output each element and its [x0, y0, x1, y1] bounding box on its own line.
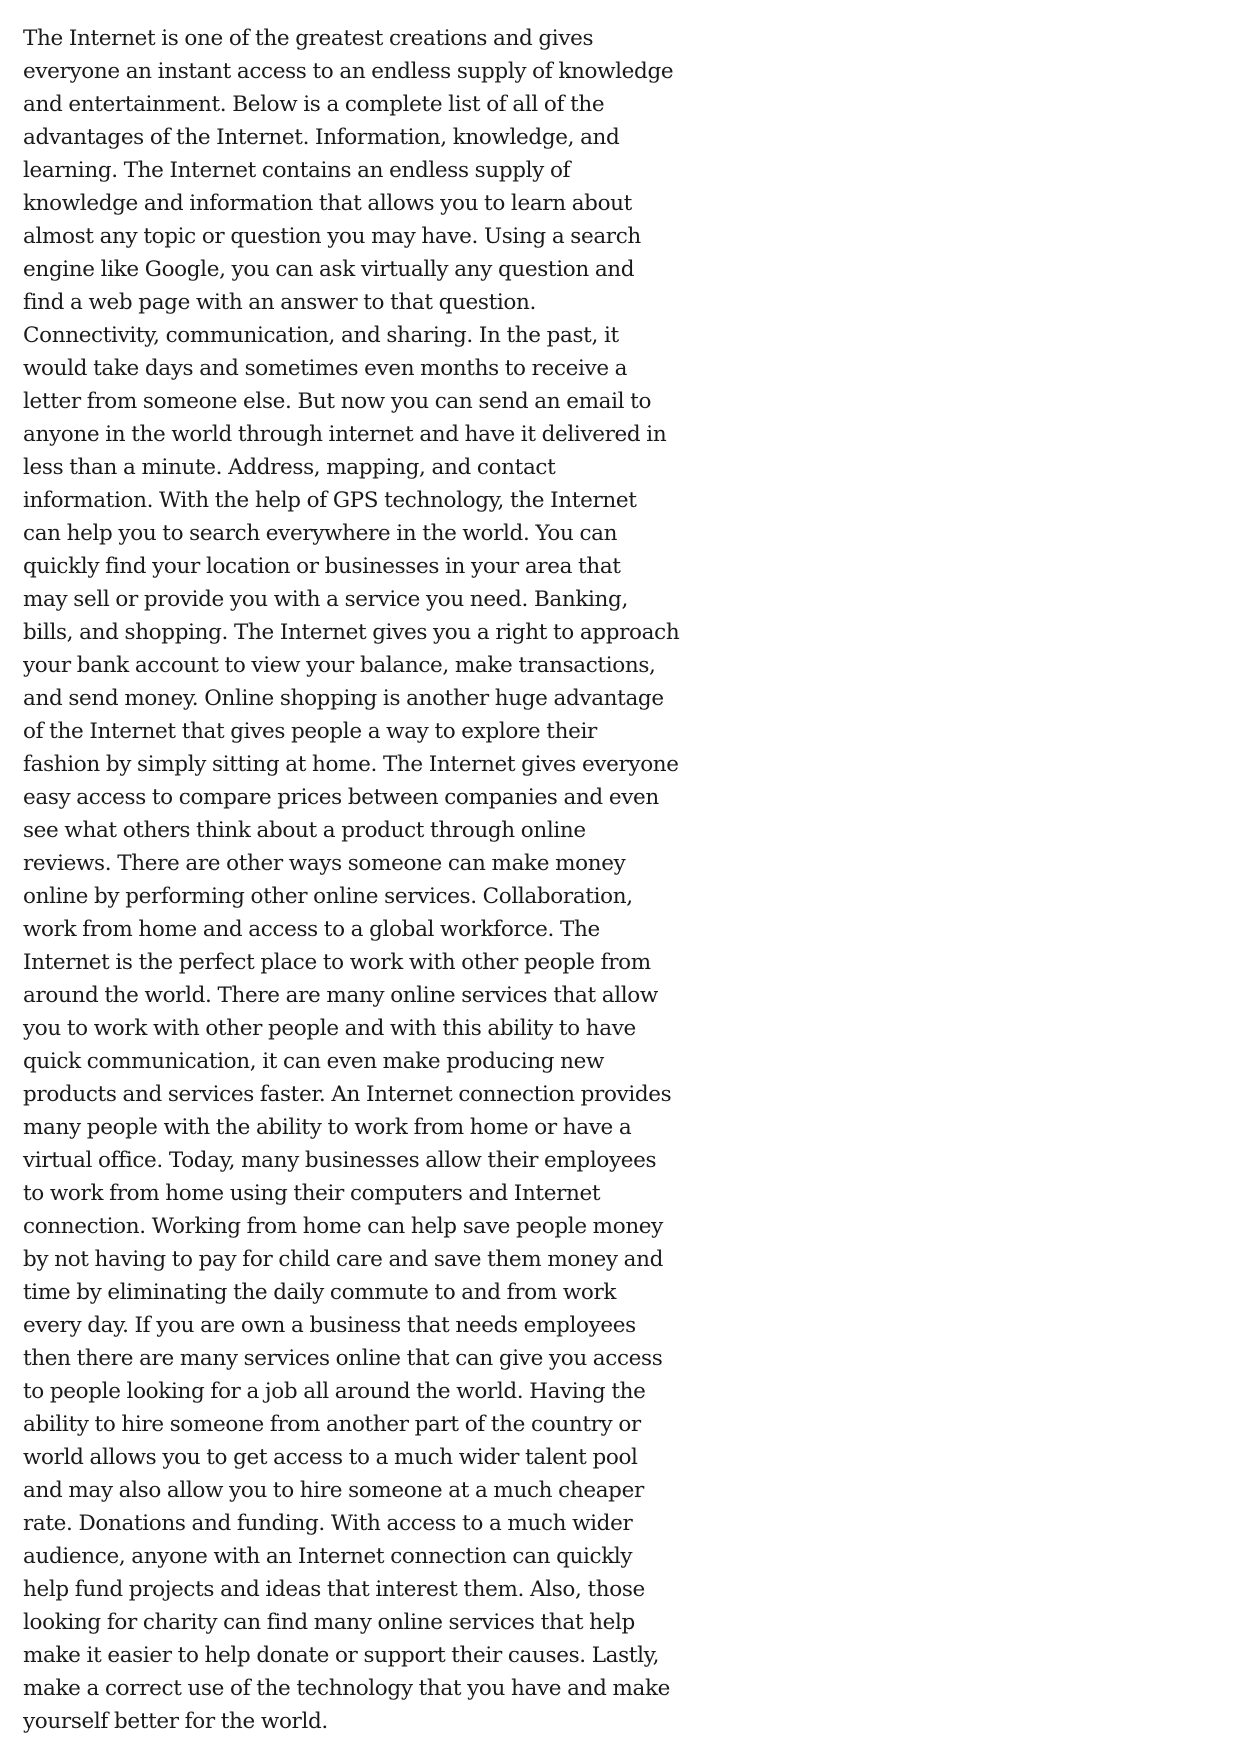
- text-line: you to work with other people and with this ability to have: [23, 1016, 636, 1041]
- text-line: to work from home using their computers and Internet: [23, 1181, 601, 1206]
- text-line: The Internet is one of the greatest creations and gives: [23, 26, 594, 51]
- text-line: almost any topic or question you may have. Using a search: [23, 224, 641, 249]
- text-line: virtual office. Today, many businesses allow their employees: [23, 1148, 657, 1173]
- text-line: connection. Working from home can help save people money: [23, 1214, 663, 1239]
- text-line: products and services faster. An Internet connection provides: [23, 1082, 672, 1107]
- text-line: reviews. There are other ways someone can make money: [23, 851, 626, 876]
- text-line: Connectivity, communication, and sharing. In the past, it: [23, 323, 619, 348]
- text-line: find a web page with an answer to that question.: [23, 290, 536, 315]
- text-line: quickly find your location or businesses in your area that: [23, 554, 621, 579]
- text-line: bills, and shopping. The Internet gives you a right to approach: [23, 620, 680, 645]
- text-line: audience, anyone with an Internet connection can quickly: [23, 1544, 633, 1569]
- text-line: of the Internet that gives people a way to explore their: [23, 719, 597, 744]
- text-line: around the world. There are many online services that allow: [23, 983, 658, 1008]
- text-line: help fund projects and ideas that interest them. Also, those: [23, 1577, 645, 1602]
- text-line: yourself better for the world.: [23, 1709, 328, 1734]
- text-line: can help you to search everywhere in the world. You can: [23, 521, 618, 546]
- text-line: to people looking for a job all around the world. Having the: [23, 1379, 646, 1404]
- text-line: knowledge and information that allows you to learn about: [23, 191, 632, 216]
- text-line: engine like Google, you can ask virtually any question and: [23, 257, 635, 282]
- text-line: time by eliminating the daily commute to and from work: [23, 1280, 617, 1305]
- text-line: ability to hire someone from another part of the country or: [23, 1412, 641, 1437]
- text-line: less than a minute. Address, mapping, and contact: [23, 455, 556, 480]
- text-line: advantages of the Internet. Information, knowledge, and: [23, 125, 620, 150]
- text-line: and send money. Online shopping is another huge advantage: [23, 686, 664, 711]
- text-line: quick communication, it can even make producing new: [23, 1049, 605, 1074]
- text-line: Internet is the perfect place to work with other people from: [23, 950, 651, 975]
- text-line: many people with the ability to work from home or have a: [23, 1115, 632, 1140]
- text-line: learning. The Internet contains an endless supply of: [23, 158, 571, 183]
- text-line: information. With the help of GPS technology, the Internet: [23, 488, 637, 513]
- body-paragraph: [23, 22, 783, 1738]
- text-line: letter from someone else. But now you can send an email to: [23, 389, 652, 414]
- text-line: may sell or provide you with a service you need. Banking,: [23, 587, 628, 612]
- text-line: anyone in the world through internet and have it delivered in: [23, 422, 667, 447]
- text-line: and entertainment. Below is a complete list of all of the: [23, 92, 605, 117]
- text-line: looking for charity can find many online services that help: [23, 1610, 635, 1635]
- text-line: work from home and access to a global workforce. The: [23, 917, 600, 942]
- text-line: make a correct use of the technology that you have and make: [23, 1676, 671, 1701]
- text-line: by not having to pay for child care and save them money and: [23, 1247, 663, 1272]
- text-line: every day. If you are own a business that needs employees: [23, 1313, 636, 1338]
- text-line: easy access to compare prices between companies and even: [23, 785, 659, 810]
- text-line: make it easier to help donate or support their causes. Lastly,: [23, 1643, 660, 1668]
- text-line: see what others think about a product through online: [23, 818, 586, 843]
- text-line: rate. Donations and funding. With access to a much wider: [23, 1511, 633, 1536]
- text-line: everyone an instant access to an endless supply of knowledge: [23, 59, 674, 84]
- text-line: world allows you to get access to a much wider talent pool: [23, 1445, 638, 1470]
- text-line: fashion by simply sitting at home. The Internet gives everyone: [23, 752, 679, 777]
- text-line: online by performing other online services. Collaboration,: [23, 884, 633, 909]
- text-line: and may also allow you to hire someone at a much cheaper: [23, 1478, 644, 1503]
- text-line: then there are many services online that can give you access: [23, 1346, 663, 1371]
- text-line: your bank account to view your balance, make transactions,: [23, 653, 656, 678]
- text-line: would take days and sometimes even months to receive a: [23, 356, 628, 381]
